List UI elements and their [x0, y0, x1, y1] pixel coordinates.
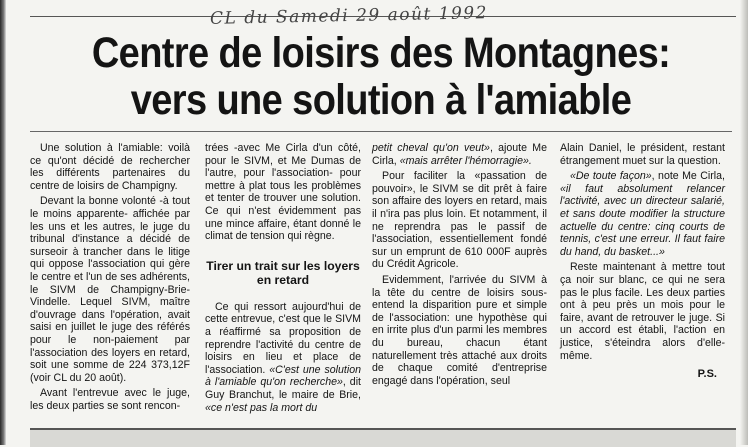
author-signature: P.S. — [697, 368, 717, 381]
paragraph: Evidemment, l'arrivée du SIVM à la tête du centre de loisirs sous-entend la disparition pure et simple de l'association: une hypothèse qui en irrite plus d'un parmi les membres du bureau, chacun étant naturellement très attaché aux droits de chaque comité d'entreprise engagé dans l'opération, seul — [372, 273, 547, 387]
quote: «De toute façon» — [570, 170, 652, 183]
paragraph: Reste maintenant à mettre tout ça noir sur blanc, ce qui ne sera pas le plus facile. Les deux parties ont à peu près un mois pour le faire, avant de retrouver le juge. Si un accord est établi, l'action en justice, s'éteindra alors d'elle-même. — [560, 261, 725, 362]
paragraph — [205, 301, 361, 414]
quote: «il faut absolument relancer l'activité, avec un directeur salarié, et sans doute modifier la structure actuelle du centre: cinq courts de tennis, c'est une erreur. Il faut faire du hand, du basket...» — [560, 182, 725, 258]
article-column-3 — [372, 142, 547, 390]
quote: petit cheval qu'on veut» — [372, 142, 490, 154]
article-headline — [30, 30, 732, 124]
headline-rule — [30, 131, 732, 132]
paragraph: Alain Daniel, le président, restant étrangement muet sur la question. — [560, 142, 725, 167]
paragraph: Pour faciliter la «passation de pouvoir», le SIVM se dit prêt à faire son affaire des loyers en retard, mais il n'ira pas plus loin. Et notamment, il ne reprendra pas le passif de l'association, essentiellement fondé sur un emprunt de 610 000F auprès du Crédit Agricole. — [372, 170, 547, 271]
scan-edge-right — [740, 0, 748, 445]
article-column-4 — [560, 142, 725, 381]
next-article-strip — [30, 428, 736, 447]
text: , note Me Cirla, — [651, 170, 725, 183]
paragraph: Devant la bonne volonté -à tout le moins apparente- affichée par les uns et les autres, le juge du tribunal d'instance a décidé de surseoir à trancher dans le litige qui oppose l'association qui gère le centre et l'un de ses adhérents, le SIVM de Champigny-Brie-Vindelle. Lequel SIVM, maître d'ouvrage dans l'opération, avait saisi en juillet le juge des référés pour le non-paiement par l'association des loyers en retard, soit une somme de 224 373,12F (voir CL du 20 août). — [30, 195, 190, 384]
quote: «ce n'est pas la mort du — [205, 401, 318, 414]
article-column-2 — [205, 142, 361, 417]
paragraph — [372, 142, 547, 167]
paragraph: trées -avec Me Cirla d'un côté, pour le SIVM, et Me Dumas de l'autre, pour l'association- pour mettre à plat tous les problèmes et tenter de trouver une solution. Ce qui n'est évidemment pas une mince affaire, étant donné le climat de tension qui règne. — [205, 142, 361, 243]
headline-line-2: vers une solution à l'amiable — [130, 77, 632, 125]
paragraph — [560, 170, 725, 258]
paragraph: Une solution à l'amiable: voilà ce qu'ont décidé de rechercher les différents partenaires du centre de loisirs de Champigny. — [30, 142, 190, 192]
text: , ajoute Me Cirla, — [372, 142, 547, 167]
quote: «C'est une solution à l'amiable qu'on recherche» — [205, 363, 361, 389]
headline-line-1: Centre de loisirs des Montagnes: — [91, 30, 671, 78]
quote: «mais arrêter l'hémorragie». — [399, 154, 532, 167]
handwritten-date-note: CL du Samedi 29 août 1992 — [209, 3, 489, 29]
article-column-1 — [30, 142, 190, 415]
paragraph: Avant l'entrevue avec le juge, les deux parties se sont rencon- — [30, 387, 190, 412]
article-subheading: Tirer un trait sur les loyers en retard — [206, 258, 360, 287]
scan-edge-left — [0, 0, 6, 445]
text: , dit Guy Branchut, le maire de Brie, — [205, 376, 361, 401]
text: Ce qui ressort aujourd'hui de cette entrevue, c'est que le SIVM a réaffirmé sa proposition de reprendre l'activité du centre de loisirs en lieu et place de l'association. — [205, 300, 361, 376]
